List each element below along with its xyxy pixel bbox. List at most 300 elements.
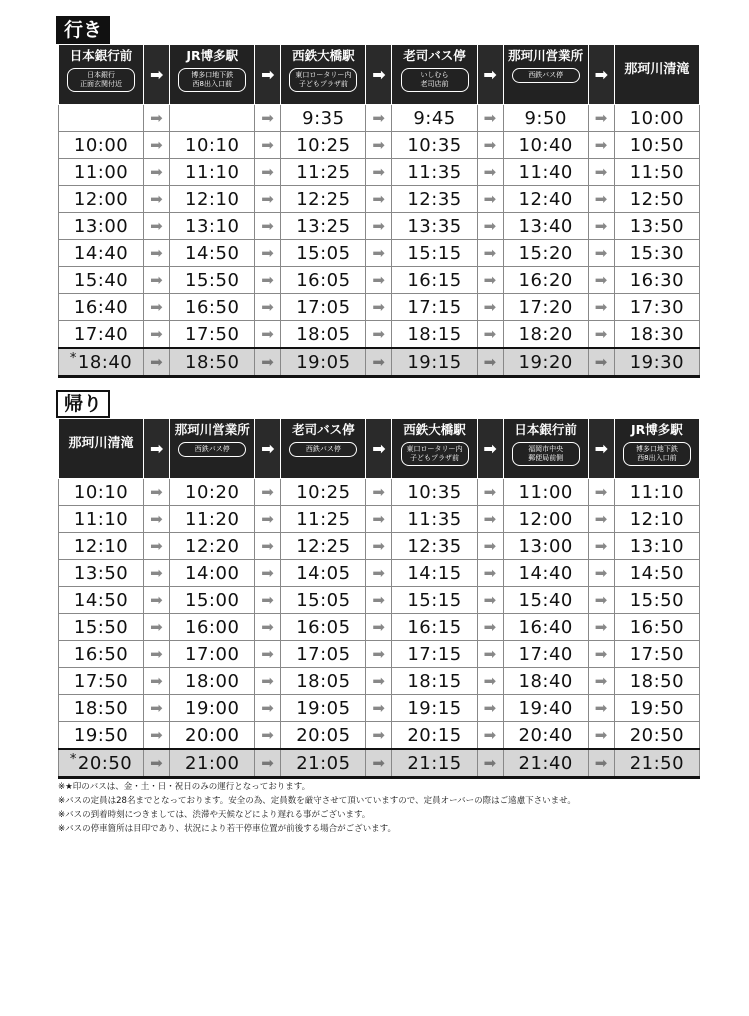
time-cell <box>503 668 588 695</box>
arrow-right-icon: ➡ <box>255 614 281 641</box>
time-cell <box>59 240 144 267</box>
time-value: 16:15 <box>407 269 462 291</box>
time-cell <box>392 240 477 267</box>
arrow-right-icon: ➡ <box>144 45 170 105</box>
time-value: 18:40 <box>518 670 573 692</box>
time-value: 13:10 <box>185 215 240 237</box>
stop-location-note: 博多口地下鉄 西8出入口前 <box>178 68 246 92</box>
time-value: 10:00 <box>629 107 685 129</box>
time-value: 21:15 <box>407 752 462 774</box>
time-value: 17:50 <box>629 643 685 665</box>
time-cell <box>281 695 366 722</box>
time-value: 18:50 <box>629 670 685 692</box>
time-value: 17:50 <box>185 323 240 345</box>
time-cell <box>614 695 699 722</box>
arrow-right-icon: ➡ <box>588 749 614 778</box>
time-cell <box>503 132 588 159</box>
time-value: 11:20 <box>185 508 240 530</box>
time-cell <box>392 479 477 506</box>
time-cell <box>281 213 366 240</box>
time-value: 18:15 <box>407 323 462 345</box>
arrow-right-icon: ➡ <box>477 749 503 778</box>
time-value: 10:10 <box>185 134 240 156</box>
arrow-right-icon: ➡ <box>477 105 503 132</box>
time-value: 14:50 <box>629 562 685 584</box>
time-cell <box>59 506 144 533</box>
time-cell <box>614 479 699 506</box>
note-line: ※バスの到着時刻につきましては、渋滞や天候などにより遅れる事がございます。 <box>58 810 371 820</box>
arrow-right-icon: ➡ <box>255 749 281 778</box>
arrow-right-icon: ➡ <box>255 668 281 695</box>
return-label: 帰り <box>56 390 110 418</box>
arrow-right-icon: ➡ <box>588 587 614 614</box>
time-cell <box>59 267 144 294</box>
time-cell <box>503 506 588 533</box>
time-cell <box>614 321 699 349</box>
time-value: 18:20 <box>518 323 573 345</box>
table-row <box>59 321 700 349</box>
time-cell <box>392 294 477 321</box>
arrow-right-icon: ➡ <box>255 105 281 132</box>
time-cell <box>392 213 477 240</box>
time-value: 9:50 <box>524 107 567 129</box>
table-row <box>59 159 700 186</box>
time-value: 11:10 <box>73 508 129 530</box>
time-cell <box>503 321 588 349</box>
arrow-right-icon: ➡ <box>366 479 392 506</box>
stop-location-note: 東口ロータリー内 子どもプラザ前 <box>401 442 469 466</box>
stop-location-note: 東口ロータリー内 子どもプラザ前 <box>289 68 357 92</box>
time-cell <box>170 560 255 587</box>
time-cell <box>614 105 699 132</box>
time-cell <box>281 587 366 614</box>
arrow-right-icon: ➡ <box>144 668 170 695</box>
time-value: 13:10 <box>629 535 685 557</box>
time-cell <box>281 348 366 377</box>
arrow-right-icon: ➡ <box>366 668 392 695</box>
arrow-right-icon: ➡ <box>588 668 614 695</box>
stop-header <box>281 419 366 479</box>
table-row <box>59 614 700 641</box>
time-cell <box>170 587 255 614</box>
arrow-right-icon: ➡ <box>366 348 392 377</box>
arrow-right-icon: ➡ <box>255 321 281 349</box>
arrow-right-icon: ➡ <box>255 45 281 105</box>
arrow-right-icon: ➡ <box>588 267 614 294</box>
arrow-right-icon: ➡ <box>255 240 281 267</box>
time-cell <box>59 641 144 668</box>
arrow-right-icon: ➡ <box>366 722 392 750</box>
time-cell <box>281 479 366 506</box>
arrow-right-icon: ➡ <box>366 506 392 533</box>
arrow-right-icon: ➡ <box>144 321 170 349</box>
time-value: 15:00 <box>185 589 240 611</box>
time-value: 18:15 <box>407 670 462 692</box>
time-value: 15:15 <box>407 242 462 264</box>
time-cell <box>59 614 144 641</box>
time-value: 13:50 <box>73 562 129 584</box>
time-cell <box>59 722 144 750</box>
time-value: 17:15 <box>407 296 462 318</box>
stop-name: 那珂川清滝 <box>68 436 134 451</box>
time-value: 21:00 <box>185 752 240 774</box>
arrow-right-icon: ➡ <box>144 722 170 750</box>
stop-name: 老司バス停 <box>403 48 466 63</box>
stop-header <box>614 419 699 479</box>
time-value: 20:40 <box>518 724 573 746</box>
time-cell <box>392 506 477 533</box>
time-cell <box>59 159 144 186</box>
time-cell <box>392 132 477 159</box>
return-timetable <box>58 418 700 779</box>
time-value: 13:25 <box>296 215 351 237</box>
stop-name: 西鉄大橋駅 <box>403 422 466 437</box>
arrow-right-icon: ➡ <box>366 213 392 240</box>
table-row <box>59 695 700 722</box>
arrow-right-icon: ➡ <box>477 668 503 695</box>
arrow-right-icon: ➡ <box>588 45 614 105</box>
arrow-right-icon: ➡ <box>366 132 392 159</box>
time-value: 11:00 <box>518 481 573 503</box>
time-value: 16:00 <box>185 616 240 638</box>
time-cell <box>170 506 255 533</box>
time-value: 12:10 <box>73 535 129 557</box>
time-value: 20:50 <box>629 724 685 746</box>
time-value: 16:20 <box>518 269 573 291</box>
time-cell <box>503 186 588 213</box>
table-row <box>59 240 700 267</box>
time-cell <box>503 240 588 267</box>
time-value: 17:50 <box>73 670 129 692</box>
time-value: 15:50 <box>73 616 129 638</box>
table-row <box>59 105 700 132</box>
time-value: 10:00 <box>73 134 129 156</box>
arrow-right-icon: ➡ <box>588 321 614 349</box>
time-value: 19:00 <box>185 697 240 719</box>
table-row <box>59 186 700 213</box>
time-value: 20:15 <box>407 724 462 746</box>
time-value: 20:05 <box>296 724 351 746</box>
time-value: 11:35 <box>407 508 462 530</box>
arrow-right-icon: ➡ <box>477 348 503 377</box>
time-value: 12:00 <box>73 188 129 210</box>
note-line: ※★印のバスは、金・土・日・祝日のみの運行となっております。 <box>58 782 311 792</box>
arrow-right-icon: ➡ <box>588 213 614 240</box>
arrow-right-icon: ➡ <box>255 587 281 614</box>
table-row <box>59 213 700 240</box>
arrow-right-icon: ➡ <box>588 240 614 267</box>
time-value: 14:15 <box>407 562 462 584</box>
time-value: 14:00 <box>185 562 240 584</box>
arrow-right-icon: ➡ <box>144 240 170 267</box>
time-value: 10:25 <box>296 481 351 503</box>
time-cell <box>503 294 588 321</box>
table-row <box>59 348 700 377</box>
time-value: 15:40 <box>73 269 129 291</box>
time-cell <box>392 560 477 587</box>
time-cell <box>281 321 366 349</box>
time-value: 12:50 <box>629 188 685 210</box>
time-cell <box>503 695 588 722</box>
arrow-right-icon: ➡ <box>477 213 503 240</box>
arrow-right-icon: ➡ <box>144 159 170 186</box>
time-value: 10:25 <box>296 134 351 156</box>
time-cell <box>503 533 588 560</box>
time-cell <box>59 695 144 722</box>
time-cell <box>503 267 588 294</box>
header-row <box>59 45 700 105</box>
arrow-right-icon: ➡ <box>366 159 392 186</box>
stop-name: 那珂川営業所 <box>508 48 584 63</box>
time-cell <box>59 186 144 213</box>
time-value: 12:35 <box>407 188 462 210</box>
arrow-right-icon: ➡ <box>144 587 170 614</box>
time-cell <box>614 186 699 213</box>
time-cell <box>503 105 588 132</box>
time-cell <box>614 668 699 695</box>
stop-header <box>614 45 699 105</box>
arrow-right-icon: ➡ <box>477 560 503 587</box>
time-value: 11:25 <box>296 508 351 530</box>
table-row <box>59 267 700 294</box>
arrow-right-icon: ➡ <box>588 132 614 159</box>
arrow-right-icon: ➡ <box>366 186 392 213</box>
stop-header <box>392 419 477 479</box>
arrow-right-icon: ➡ <box>588 533 614 560</box>
star-mark: * <box>69 752 77 767</box>
arrow-right-icon: ➡ <box>588 695 614 722</box>
stop-name: 老司バス停 <box>292 422 355 437</box>
time-cell <box>392 348 477 377</box>
time-cell <box>392 321 477 349</box>
time-value: 19:05 <box>296 351 351 373</box>
stop-header <box>503 45 588 105</box>
time-value: 16:05 <box>296 616 351 638</box>
time-value: 15:20 <box>518 242 573 264</box>
time-value: 15:05 <box>296 589 351 611</box>
arrow-right-icon: ➡ <box>588 560 614 587</box>
time-value: 19:15 <box>407 697 462 719</box>
time-value: 18:05 <box>296 670 351 692</box>
stop-name: 日本銀行前 <box>69 48 133 63</box>
arrow-right-icon: ➡ <box>477 321 503 349</box>
time-value: 17:05 <box>296 296 351 318</box>
time-value: 15:15 <box>407 589 462 611</box>
arrow-right-icon: ➡ <box>144 132 170 159</box>
arrow-right-icon: ➡ <box>144 614 170 641</box>
time-value: 16:40 <box>518 616 573 638</box>
arrow-right-icon: ➡ <box>366 614 392 641</box>
time-cell <box>170 213 255 240</box>
time-value: 16:50 <box>73 643 129 665</box>
time-cell <box>281 132 366 159</box>
time-cell <box>170 159 255 186</box>
time-cell <box>281 294 366 321</box>
arrow-right-icon: ➡ <box>477 695 503 722</box>
time-cell <box>503 587 588 614</box>
time-cell <box>614 294 699 321</box>
time-cell <box>281 105 366 132</box>
time-value: 19:30 <box>629 351 685 373</box>
arrow-right-icon: ➡ <box>144 479 170 506</box>
time-value: 12:40 <box>518 188 573 210</box>
time-cell <box>392 614 477 641</box>
arrow-right-icon: ➡ <box>366 294 392 321</box>
arrow-right-icon: ➡ <box>588 348 614 377</box>
time-cell <box>281 614 366 641</box>
arrow-right-icon: ➡ <box>366 533 392 560</box>
time-cell <box>392 533 477 560</box>
time-value: 13:50 <box>629 215 685 237</box>
time-value: 15:50 <box>185 269 240 291</box>
time-value: 16:50 <box>629 616 685 638</box>
time-value: 19:05 <box>296 697 351 719</box>
arrow-right-icon: ➡ <box>477 641 503 668</box>
time-value: 17:40 <box>73 323 129 345</box>
time-cell <box>59 479 144 506</box>
time-value: 15:30 <box>629 242 685 264</box>
time-value: 13:00 <box>73 215 129 237</box>
time-cell <box>170 294 255 321</box>
note-line: ※バスの停車箇所は目印であり、状況により若干停車位置が前後する場合がございます。 <box>58 824 396 834</box>
time-cell <box>392 267 477 294</box>
table-row <box>59 533 700 560</box>
arrow-right-icon: ➡ <box>477 240 503 267</box>
arrow-right-icon: ➡ <box>255 267 281 294</box>
stop-name: JR博多駅 <box>631 422 683 437</box>
time-value: 21:05 <box>296 752 351 774</box>
arrow-right-icon: ➡ <box>255 348 281 377</box>
time-cell <box>59 587 144 614</box>
arrow-right-icon: ➡ <box>255 479 281 506</box>
time-value: 19:40 <box>518 697 573 719</box>
note-line: ※バスの定員は28名までとなっております。安全の為、定員数を厳守させて頂いていますので、定員オーバーの際はご遠慮下さいませ。 <box>58 796 576 806</box>
stop-location-note: 西鉄バス停 <box>289 442 357 457</box>
time-value: 17:30 <box>629 296 685 318</box>
time-value: 13:35 <box>407 215 462 237</box>
time-cell <box>614 614 699 641</box>
time-cell <box>614 132 699 159</box>
time-value: 14:40 <box>73 242 129 264</box>
arrow-right-icon: ➡ <box>366 45 392 105</box>
time-cell <box>170 321 255 349</box>
time-cell <box>614 348 699 377</box>
arrow-right-icon: ➡ <box>588 105 614 132</box>
time-value: 21:40 <box>518 752 573 774</box>
arrow-right-icon: ➡ <box>477 479 503 506</box>
time-cell <box>614 722 699 750</box>
outbound-timetable <box>58 44 700 378</box>
time-cell <box>614 587 699 614</box>
time-cell <box>281 722 366 750</box>
stop-header <box>59 45 144 105</box>
arrow-right-icon: ➡ <box>366 560 392 587</box>
time-value: 11:50 <box>629 161 685 183</box>
arrow-right-icon: ➡ <box>255 695 281 722</box>
time-value: 15:50 <box>629 589 685 611</box>
time-cell <box>59 213 144 240</box>
time-cell <box>614 267 699 294</box>
time-cell <box>170 132 255 159</box>
stop-location-note: いしむら 老司店前 <box>401 68 469 92</box>
table-row <box>59 641 700 668</box>
time-cell <box>59 348 144 377</box>
time-cell <box>59 105 144 132</box>
time-value: 13:40 <box>518 215 573 237</box>
arrow-right-icon: ➡ <box>255 641 281 668</box>
time-value: 18:00 <box>185 670 240 692</box>
time-cell <box>614 213 699 240</box>
time-value: 19:50 <box>73 724 129 746</box>
time-value: 12:25 <box>296 535 351 557</box>
time-cell <box>170 105 255 132</box>
time-value: 10:50 <box>629 134 685 156</box>
stop-location-note: 福岡市中央 郵便局前側 <box>512 442 580 466</box>
stop-location-note: 日本銀行 正面玄関付近 <box>67 68 135 92</box>
time-value: 12:20 <box>185 535 240 557</box>
time-value: 10:35 <box>407 134 462 156</box>
time-value: 11:10 <box>185 161 240 183</box>
arrow-right-icon: ➡ <box>366 105 392 132</box>
time-cell <box>281 159 366 186</box>
arrow-right-icon: ➡ <box>588 159 614 186</box>
time-value: 10:10 <box>73 481 129 503</box>
time-cell <box>503 479 588 506</box>
time-value: 10:35 <box>407 481 462 503</box>
time-value: 19:15 <box>407 351 462 373</box>
time-cell <box>503 213 588 240</box>
time-value: 17:20 <box>518 296 573 318</box>
stop-name: JR博多駅 <box>186 48 239 63</box>
time-cell <box>170 533 255 560</box>
arrow-right-icon: ➡ <box>477 506 503 533</box>
time-cell <box>59 668 144 695</box>
time-value: 14:05 <box>296 562 351 584</box>
time-cell <box>392 587 477 614</box>
stop-location-note: 西鉄バス停 <box>512 68 580 83</box>
time-value: 18:50 <box>73 697 129 719</box>
time-value: 12:25 <box>296 188 351 210</box>
arrow-right-icon: ➡ <box>477 587 503 614</box>
arrow-right-icon: ➡ <box>477 45 503 105</box>
time-value: 16:15 <box>407 616 462 638</box>
time-cell <box>59 132 144 159</box>
time-cell <box>170 267 255 294</box>
arrow-right-icon: ➡ <box>588 479 614 506</box>
time-cell <box>614 159 699 186</box>
arrow-right-icon: ➡ <box>477 722 503 750</box>
time-value: 17:40 <box>518 643 573 665</box>
time-value: 21:50 <box>629 752 685 774</box>
time-cell <box>59 321 144 349</box>
time-value: 17:00 <box>185 643 240 665</box>
stop-header <box>59 419 144 479</box>
table-row <box>59 506 700 533</box>
time-value: 15:05 <box>296 242 351 264</box>
arrow-right-icon: ➡ <box>477 294 503 321</box>
stop-location-note: 博多口地下鉄 西8出入口前 <box>623 442 691 466</box>
time-value: 19:20 <box>518 351 573 373</box>
time-cell <box>281 533 366 560</box>
time-cell <box>503 159 588 186</box>
arrow-right-icon: ➡ <box>144 533 170 560</box>
arrow-right-icon: ➡ <box>255 294 281 321</box>
stop-header <box>503 419 588 479</box>
time-cell <box>503 560 588 587</box>
arrow-right-icon: ➡ <box>477 267 503 294</box>
time-value: 9:45 <box>413 107 456 129</box>
arrow-right-icon: ➡ <box>366 749 392 778</box>
